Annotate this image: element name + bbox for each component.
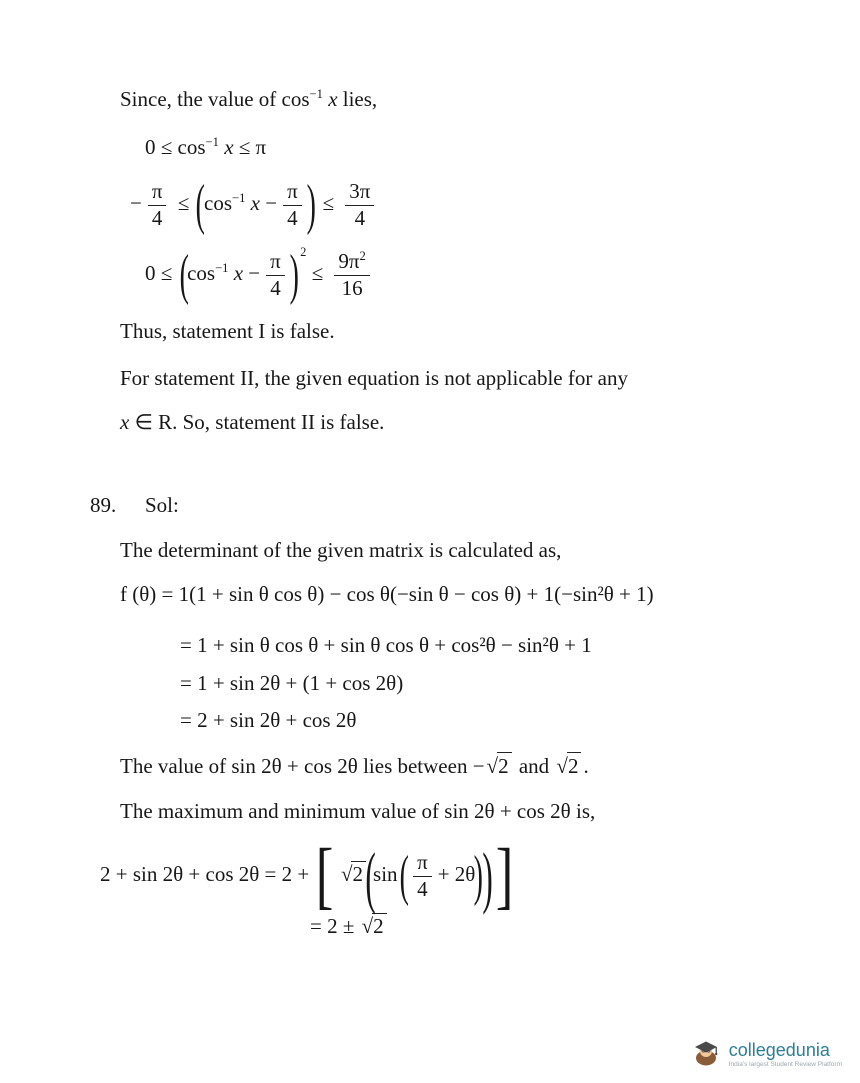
paragraph-minmax — [120, 798, 860, 825]
leq-sign: ≤ — [322, 191, 335, 216]
text-run: 0 ≤ cos — [145, 135, 206, 160]
question-header — [90, 493, 860, 518]
text-run: Thus, statement I is false. — [120, 319, 335, 344]
left-paren: ( — [399, 845, 409, 908]
solution-label: Sol: — [145, 493, 179, 518]
radicand: 2 — [351, 861, 366, 887]
fraction-3pi-4 — [344, 180, 375, 230]
fraction-pi-4 — [147, 180, 168, 230]
radicand: 2 — [497, 752, 512, 780]
fraction-pi-4 — [412, 851, 433, 901]
variable-x: x — [322, 87, 338, 111]
paragraph-statement2-line2 — [120, 409, 860, 436]
paragraph-range — [120, 752, 860, 780]
left-paren: ( — [179, 244, 189, 307]
paragraph-determinant-intro — [120, 537, 860, 564]
fraction-9pi2-16 — [333, 250, 370, 300]
math-run: = 2 + sin 2θ + cos 2θ — [180, 707, 357, 732]
paragraph-statement1-false — [120, 318, 860, 345]
denominator: 4 — [417, 876, 428, 901]
leq-sign: ≤ — [177, 191, 190, 216]
left-paren: ( — [365, 837, 376, 915]
fraction-pi-4 — [282, 180, 303, 230]
radicand: 2 — [372, 913, 387, 939]
radical-sign: √ — [340, 862, 353, 887]
text-run: and — [513, 753, 555, 778]
variable-x: x — [218, 135, 234, 160]
leq-sign: ≤ — [311, 261, 324, 286]
left-paren: ( — [196, 174, 206, 237]
denominator: 4 — [354, 205, 366, 230]
text-run: The maximum and minimum value of sin 2θ + cos 2θ is, — [120, 798, 596, 823]
variable-x: x — [228, 261, 244, 286]
radicand: 2 — [567, 752, 582, 780]
equation-step-3 — [180, 671, 860, 696]
math-run: f (θ) = 1(1 + sin θ cos θ) − cos θ(−sin θ − cos θ) + 1(−sin²θ + 1) — [120, 581, 654, 606]
minus-sign: − — [130, 191, 142, 216]
sqrt-2 — [362, 913, 387, 939]
superscript-minus-1: −1 — [309, 87, 323, 101]
logo-text — [729, 1041, 842, 1068]
numerator: π — [266, 250, 285, 276]
logo-name: collegedunia — [728, 1040, 830, 1060]
text-run: Since, the value of cos — [120, 87, 310, 111]
radical-sign: √ — [556, 753, 568, 778]
radical-sign: √ — [361, 913, 374, 938]
graduate-mascot-icon — [691, 1038, 723, 1071]
numerator: π — [148, 180, 167, 206]
right-paren: ) — [306, 174, 316, 237]
numerator: π — [413, 851, 432, 877]
math-run: + 2θ — [437, 862, 476, 887]
text-run: The determinant of the given matrix is calculated as, — [120, 538, 562, 563]
math-run: = 1 + sin 2θ + (1 + cos 2θ) — [180, 670, 404, 695]
numerator: 3π — [345, 180, 374, 206]
minus-sign: − — [265, 191, 278, 216]
text-run: ≤ π — [233, 135, 267, 160]
math-run: = 1 + sin θ cos θ + sin θ cos θ + cos²θ − sin²θ + 1 — [180, 632, 592, 657]
text-run: lies, — [337, 87, 378, 111]
collegedunia-logo — [691, 1038, 842, 1071]
numerator — [334, 250, 369, 276]
equation-final — [100, 834, 860, 918]
equation-inequality-1 — [130, 174, 860, 237]
text-run: The value of sin 2θ + cos 2θ lies between − — [120, 753, 485, 778]
text-run: . — [583, 753, 589, 778]
fraction-pi-4 — [265, 250, 286, 300]
question-number: 89. — [90, 493, 117, 518]
denominator: 16 — [341, 275, 363, 300]
paragraph-statement2-line1 — [120, 365, 860, 392]
equation-step-4 — [180, 708, 860, 733]
cos-label: cos — [204, 191, 233, 216]
left-bracket: [ — [315, 834, 333, 918]
cos-label: cos — [187, 261, 216, 286]
text-run: ∈ R. So, statement II is false. — [129, 409, 385, 434]
variable-x: x — [120, 409, 130, 434]
sqrt-2 — [341, 861, 366, 887]
right-bracket: ] — [495, 834, 514, 918]
right-paren: ) — [473, 845, 484, 908]
denominator: 4 — [270, 275, 281, 300]
math-run: = 2 ± — [310, 913, 355, 938]
text-run: 0 ≤ — [145, 261, 173, 286]
equation-domain — [145, 135, 860, 160]
right-paren: ) — [289, 244, 299, 307]
logo-tagline: India's largest Student Review Platform — [728, 1061, 842, 1068]
text-run: 9π — [338, 249, 360, 274]
sin-label: sin — [373, 862, 398, 887]
equation-result — [310, 913, 860, 939]
superscript-minus-1: −1 — [215, 261, 229, 276]
superscript-minus-1: −1 — [205, 135, 219, 150]
denominator: 4 — [151, 205, 163, 230]
sqrt-2 — [487, 752, 512, 780]
power-2: 2 — [359, 249, 366, 264]
paragraph-since — [120, 86, 860, 113]
equation-inequality-2 — [145, 244, 860, 307]
right-paren: ) — [482, 837, 493, 915]
math-run: 2 + sin 2θ + cos 2θ = 2 + — [100, 862, 310, 887]
superscript-minus-1: −1 — [232, 191, 246, 206]
sqrt-2 — [556, 752, 581, 780]
minus-sign: − — [248, 261, 261, 286]
radical-sign: √ — [486, 753, 499, 778]
variable-x: x — [245, 191, 260, 216]
equation-f-theta — [120, 582, 860, 607]
text-run: For statement II, the given equation is not applicable for any — [120, 365, 628, 390]
denominator: 4 — [287, 205, 298, 230]
numerator: π — [283, 180, 302, 206]
equation-step-2 — [180, 633, 860, 658]
power-2: 2 — [300, 245, 307, 260]
